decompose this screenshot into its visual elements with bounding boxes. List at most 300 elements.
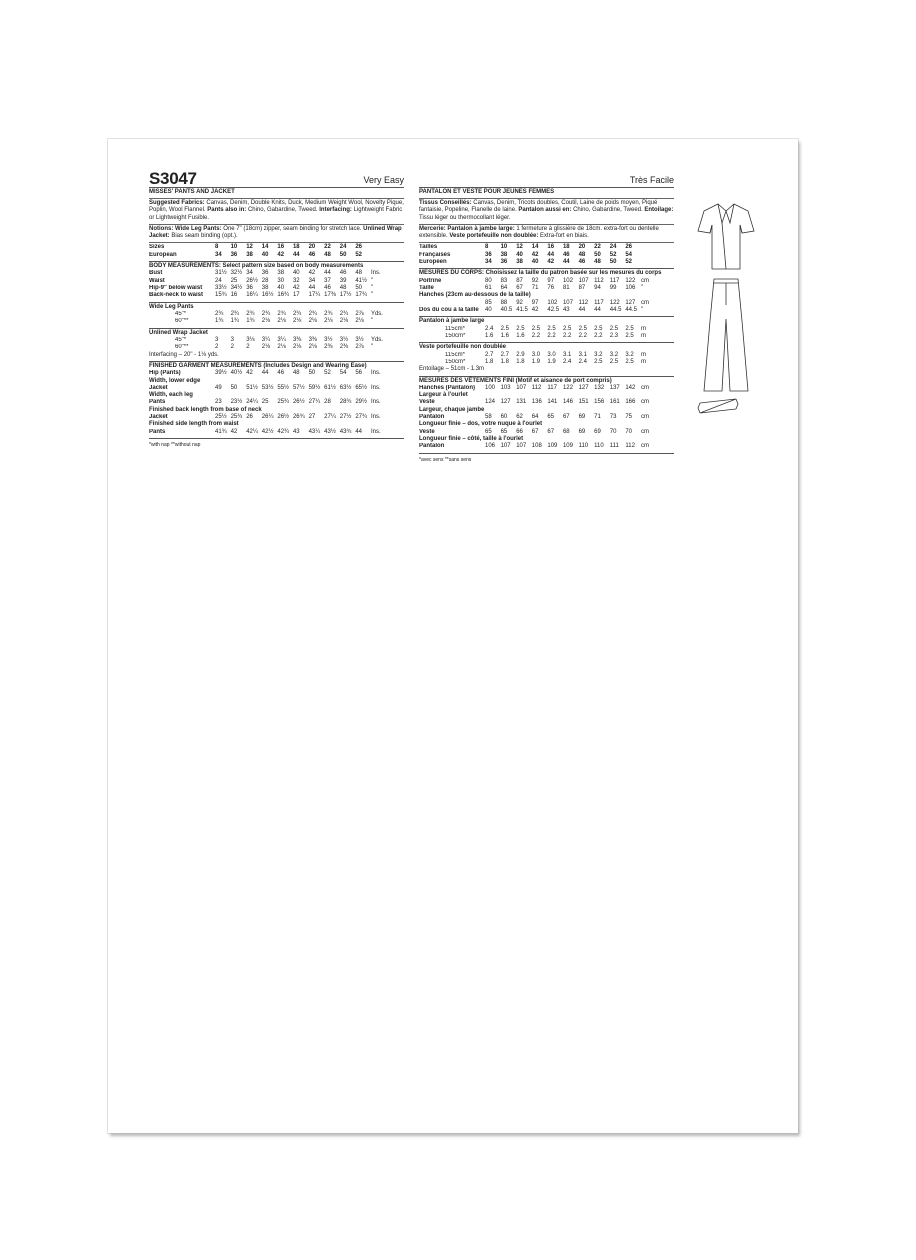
table-row [419,244,674,251]
table-cell: 1.8 [500,359,509,366]
table-cell: 36 [230,251,238,258]
row-label: European [149,251,177,258]
unit-label: cm [640,414,649,421]
table-cell: 27 [308,414,316,421]
table-cell: 61 [485,285,492,292]
table-cell: 117 [547,384,557,391]
row-label: Françaises [419,251,451,258]
table-cell: 48 [324,251,331,258]
table-row [149,244,404,251]
table-cell: 3¼ [277,337,286,344]
table-cell: 2⅞ [355,344,364,351]
interfacing-line: Interfacing – 20" - 1⅛ yds. [149,351,219,358]
pants-yardage-title: Wide Leg Pants [149,303,194,310]
table-cell: 88 [500,299,508,306]
table-cell: 44 [578,307,586,314]
difficulty-label: Very Easy [363,175,404,185]
text-lead: Entoilage: [644,207,674,214]
table-cell: 109 [562,443,573,450]
table-cell: 54 [625,251,633,258]
table-cell: 42½ [261,428,274,435]
table-cell: 102 [562,277,573,284]
table-cell: 12 [516,244,523,251]
table-cell: 52 [324,370,331,377]
table-cell: 38 [261,285,269,292]
table-cell: 40.5 [500,307,513,314]
table-cell: 42 [292,285,300,292]
table-cell: 2.5 [625,325,634,332]
table-cell: 46 [277,370,285,377]
table-cell: 50 [339,251,347,258]
belt-tie-drawing [698,399,738,413]
table-cell: 25¾ [230,414,243,421]
body-measurements-table [149,270,404,300]
table-cell: 1.8 [516,359,525,366]
jacket-yardage-table-fr [419,352,674,367]
table-cell: 50 [230,384,238,391]
table-cell: 2⅛ [261,318,271,325]
table-cell: 112 [594,277,604,284]
table-cell: 136 [531,399,542,406]
table-cell: 59½ [308,384,321,391]
row-label: Jacket [149,384,168,391]
table-cell: 54 [339,370,347,377]
fabrics-text [149,200,404,222]
table-cell: 97 [547,277,555,284]
row-label: Hanches (Pantalon) [419,384,476,391]
table-cell: 25½ [215,414,227,421]
table-cell: 3.2 [625,351,634,358]
table-cell: 2 [230,344,234,351]
text-lead: Pants also in: [207,207,248,214]
table-subheading: Width, lower edge [149,377,201,384]
text-body: Bias seam binding (opt.). [171,233,238,240]
notions-text-fr [419,226,674,240]
table-cell: 46 [339,270,347,277]
table-cell: 1.6 [516,333,525,340]
table-cell: 2.5 [500,325,509,332]
table-cell: 24 [609,244,617,251]
table-cell: 83 [500,277,508,284]
row-label: 60"** [175,318,189,325]
table-row [149,385,404,392]
text-lead: Mercerie: Pantalon à jambe large: [419,225,517,232]
pattern-code: S3047 [149,169,197,188]
table-cell: 65 [500,428,508,435]
table-row [419,285,674,292]
text-body: 1 fermeture à glissière de 18cm. extra-fort ou dentelle extensible. [419,225,659,240]
table-row [149,429,404,436]
table-cell: 44 [261,370,269,377]
table-cell: 1¾ [230,318,239,325]
table-cell: 1.9 [531,359,541,366]
pants-yardage-table [149,311,404,326]
text-body: Lightweight Fabric or Lightweight Fusible. [149,207,403,221]
table-cell: 3¼ [261,337,271,344]
row-label: 45"* [175,337,187,344]
table-cell: 2¾ [246,311,255,318]
unit-label: Ins. [370,370,381,377]
table-cell: 61½ [324,384,336,391]
table-cell: 67 [562,414,570,421]
table-cell: 2⅛ [308,344,317,351]
table-cell: 2⅛ [261,344,271,351]
body-measurements-table-fr [419,278,674,315]
text-lead: Tissus Conseillés: [419,200,474,207]
table-cell: 16 [277,244,285,251]
unit-label: " [370,344,374,351]
table-cell: 44 [562,259,570,266]
table-cell: 3⅜ [292,337,302,344]
table-cell: 24¼ [246,399,258,406]
table-cell: 3.2 [609,351,619,358]
table-cell: 48 [292,370,300,377]
unit-label: Yds. [370,337,383,344]
table-cell: 60 [500,414,508,421]
table-row [419,385,674,392]
table-cell: 8 [485,244,489,251]
table-cell: 56 [355,370,363,377]
table-cell: 92 [516,299,523,306]
finished-measurements-table [149,370,404,436]
unit-label: cm [640,384,649,391]
row-label: 150cm* [445,359,466,366]
table-cell: 50 [594,251,601,258]
table-cell: 40 [261,251,269,258]
table-cell: 39 [339,277,347,284]
table-cell: 8 [215,244,219,251]
table-cell: 42 [308,270,316,277]
table-row [419,300,674,307]
table-cell: 100 [485,384,496,391]
table-cell: 40 [516,251,523,258]
table-subheading: Longueur finie – côté, taille à l'ourlet [419,435,524,442]
table-cell: 2.5 [609,359,619,366]
table-cell: 71 [594,414,601,421]
table-cell: 18 [562,244,570,251]
table-cell: 42 [531,307,539,314]
unit-label: " [370,277,374,284]
table-cell: 67 [531,428,539,435]
table-cell: 44 [594,307,601,314]
table-cell: 16¼ [246,292,258,299]
body-measurements-title: BODY MEASUREMENTS: Select pattern size based on body measurements [149,263,364,269]
unit-label: m [640,333,646,340]
table-cell: 52 [355,251,363,258]
interfacing-line-fr: Entoilage – 51cm - 1.3m [419,366,485,373]
table-cell: 42 [547,259,555,266]
table-cell: 166 [625,399,636,406]
text-body: Canvas, Denim, Double Knits, Duck, Medium Weight Wool, Novelty Pique, Poplin, Wool Flannel. [149,200,404,214]
table-cell: 3.1 [562,351,572,358]
row-label: Hip (Pants) [149,370,181,377]
table-cell: 87 [516,277,523,284]
table-cell: 38 [246,251,253,258]
table-cell: 132 [594,384,605,391]
table-cell: 110 [578,443,589,450]
table-cell: 42 [230,428,238,435]
table-cell: 92 [531,277,539,284]
table-cell: 34 [246,270,253,277]
table-cell: 2⅛ [324,318,333,325]
footnote: *with nap **without nap [149,441,201,448]
table-cell: 103 [500,384,511,391]
table-cell: 2.5 [609,325,619,332]
table-cell: 25 [230,277,238,284]
unit-label: " [370,285,374,292]
table-cell: 102 [547,299,558,306]
table-row [419,429,674,436]
table-cell: 46 [562,251,570,258]
table-cell: 2¾ [308,311,317,318]
table-cell: 46 [578,259,586,266]
table-row [419,259,674,266]
table-cell: 112 [578,299,589,306]
table-cell: 44 [355,428,363,435]
table-cell: 25 [261,399,269,406]
table-cell: 48 [594,259,601,266]
table-cell: 39½ [215,370,227,377]
table-cell: 106 [625,285,636,292]
table-subheading: Longueur finie – dos, votre nuque à l'ourlet [419,421,543,428]
pattern-title-fr: PANTALON ET VESTE POUR JEUNES FEMMES [419,189,555,195]
table-cell: 44 [308,285,316,292]
table-row [149,370,404,377]
jacket-yardage-table [149,337,404,352]
table-row [149,270,404,277]
table-cell: 44 [547,251,555,258]
table-cell: 12 [246,244,253,251]
table-cell: 151 [578,399,589,406]
table-subheading: Finished back length from base of neck [149,406,262,413]
table-cell: 32½ [230,270,243,277]
table-row [149,337,404,344]
body-measurements-title-fr: MESURES DU CORPS: Choisissez la taille du patron basée sur les mesures du corps [419,270,662,277]
table-cell: 67 [547,428,555,435]
table-cell: 44.5 [625,307,638,314]
table-cell: 156 [594,399,605,406]
table-cell: 16½ [261,292,274,299]
table-cell: 76 [547,285,555,292]
unit-label: " [640,307,644,314]
text-lead: Unlined Wrap Jacket: [149,225,402,240]
table-cell: 53½ [261,384,274,391]
table-subheading: Largeur à l'ourlet [419,392,468,399]
text-body: Tissu léger ou thermocollant léger. [419,214,511,221]
pants-yardage-title-fr: Pantalon à jambe large [419,318,485,325]
table-cell: 1.8 [485,359,494,366]
table-cell: 26¾ [292,414,305,421]
table-cell: 24 [339,244,347,251]
row-label: Jacket [149,414,168,421]
table-cell: 49 [215,384,222,391]
table-cell: 2⅜ [339,344,349,351]
table-cell: 127 [578,384,589,391]
table-subheading: Hanches (23cm au-dessous de la taille) [419,292,531,299]
table-cell: 50 [355,285,363,292]
table-cell: 16¾ [277,292,290,299]
table-cell: 2.5 [625,359,634,366]
table-cell: 43½ [324,428,336,435]
table-cell: 1.6 [485,333,494,340]
row-label: Tailles [419,244,438,251]
table-cell: 40 [277,285,285,292]
table-cell: 57½ [292,384,305,391]
table-cell: 124 [485,399,496,406]
table-cell: 110 [594,443,604,450]
unit-label: cm [640,299,649,306]
table-row [419,278,674,285]
table-cell: 87 [578,285,586,292]
table-cell: 44 [292,251,300,258]
jacket-yardage-title-fr: Veste portefeuille non doublée [419,344,507,351]
table-cell: 65½ [355,384,368,391]
table-cell: 2¾ [277,311,286,318]
table-cell: 2.3 [609,333,619,340]
table-cell: 2.9 [516,351,525,358]
row-label: Waist [149,277,165,284]
table-cell: 34 [485,259,492,266]
table-cell: 48 [355,270,363,277]
table-cell: 41½ [355,277,368,284]
table-cell: 51½ [246,384,258,391]
table-cell: 2⅛ [339,318,349,325]
table-cell: 2.2 [562,333,572,340]
table-cell: 3⅛ [246,337,255,344]
table-cell: 2.7 [500,351,509,358]
pants-yardage-table-fr [419,326,674,341]
table-cell: 80 [485,277,492,284]
text-lead: Suggested Fabrics: [149,200,207,207]
jacket-drawing [698,204,754,269]
table-cell: 65 [485,428,492,435]
row-label: Pants [149,428,166,435]
technical-drawings [696,201,756,423]
table-cell: 2.5 [562,325,572,332]
table-cell: 66 [516,428,523,435]
table-cell: 38 [500,251,508,258]
table-cell: 64 [531,414,539,421]
table-cell: 42 [246,370,253,377]
table-cell: 2.2 [531,333,541,340]
row-label: Veste [419,428,435,435]
table-cell: 20 [578,244,586,251]
english-column [149,171,404,449]
table-cell: 17 [292,292,300,299]
table-cell: 17¾ [355,292,368,299]
table-cell: 10 [230,244,238,251]
table-cell: 10 [500,244,508,251]
table-cell: 26 [625,244,633,251]
table-cell: 111 [609,443,619,450]
table-cell: 26½ [292,399,305,406]
table-row [419,307,674,314]
table-cell: 41.5 [516,307,528,314]
table-cell: 3.0 [531,351,541,358]
table-cell: 2⅛ [277,344,286,351]
table-cell: 44.5 [609,307,622,314]
table-cell: 36 [246,285,253,292]
row-label: Sizes [149,244,165,251]
sizes-table [149,244,404,259]
table-cell: 30 [277,277,285,284]
table-row [149,399,404,406]
text-body: Extra-fort en biais. [540,233,589,240]
table-cell: 3.0 [547,351,556,358]
sizes-table-fr [419,244,674,266]
table-cell: 58 [485,414,492,421]
text-body: One 7" (18cm) zipper, seam binding for stretch lace. [223,225,364,232]
table-cell: 1.9 [547,359,556,366]
table-cell: 107 [516,443,527,450]
table-row [149,285,404,292]
table-cell: 99 [609,285,617,292]
table-row [149,344,404,351]
table-cell: 64 [500,285,508,292]
table-cell: 73 [609,414,617,421]
table-cell: 137 [609,384,620,391]
table-cell: 68 [562,428,570,435]
row-label: Européen [419,259,447,266]
table-cell: 94 [594,285,601,292]
table-cell: 42 [531,251,539,258]
table-row [419,326,674,333]
table-cell: 2¾ [339,311,349,318]
table-cell: 48 [578,251,586,258]
table-cell: 23 [215,399,222,406]
table-row [419,443,674,450]
french-header [419,171,674,188]
row-label: Veste [419,399,435,406]
table-cell: 2 [246,344,250,351]
table-subheading: Width, each leg [149,392,193,399]
table-cell: 70 [625,428,633,435]
table-cell: 69 [594,428,601,435]
table-cell: 46 [324,285,331,292]
text-body: Chino, Gabardine, Tweed. [573,207,645,214]
table-cell: 3.2 [594,351,603,358]
table-cell: 18 [292,244,300,251]
row-label: 115cm* [445,325,465,332]
text-lead: Notions: Wide Leg Pants: [149,225,224,232]
table-cell: 16 [230,292,238,299]
unit-label: cm [640,428,649,435]
table-cell: 31½ [215,270,227,277]
unit-label: m [640,351,646,358]
table-row [419,399,674,406]
difficulty-label-fr: Très Facile [629,175,674,185]
finished-measurements-title: FINISHED GARMENT MEASUREMENTS (Includes Design and Wearing Ease) [149,362,367,369]
table-cell: 2⅛ [355,318,364,325]
table-cell: 63½ [339,384,352,391]
table-cell: 1.6 [500,333,509,340]
table-row [419,333,674,340]
table-cell: 55½ [277,384,290,391]
table-cell: 2.5 [578,325,587,332]
unit-label: Ins. [370,270,381,277]
table-cell: 2⅜ [324,344,333,351]
table-cell: 75 [625,414,633,421]
finished-measurements-table-fr [419,385,674,451]
table-cell: 69 [578,428,586,435]
table-cell: 122 [562,384,573,391]
text-body: Chino, Gabardine, Tweed. [247,207,320,214]
unit-label: Ins. [370,414,381,421]
table-cell: 17¼ [308,292,321,299]
table-cell: 52 [625,259,633,266]
table-cell: 2¾ [230,311,239,318]
table-cell: 3⅜ [308,337,317,344]
